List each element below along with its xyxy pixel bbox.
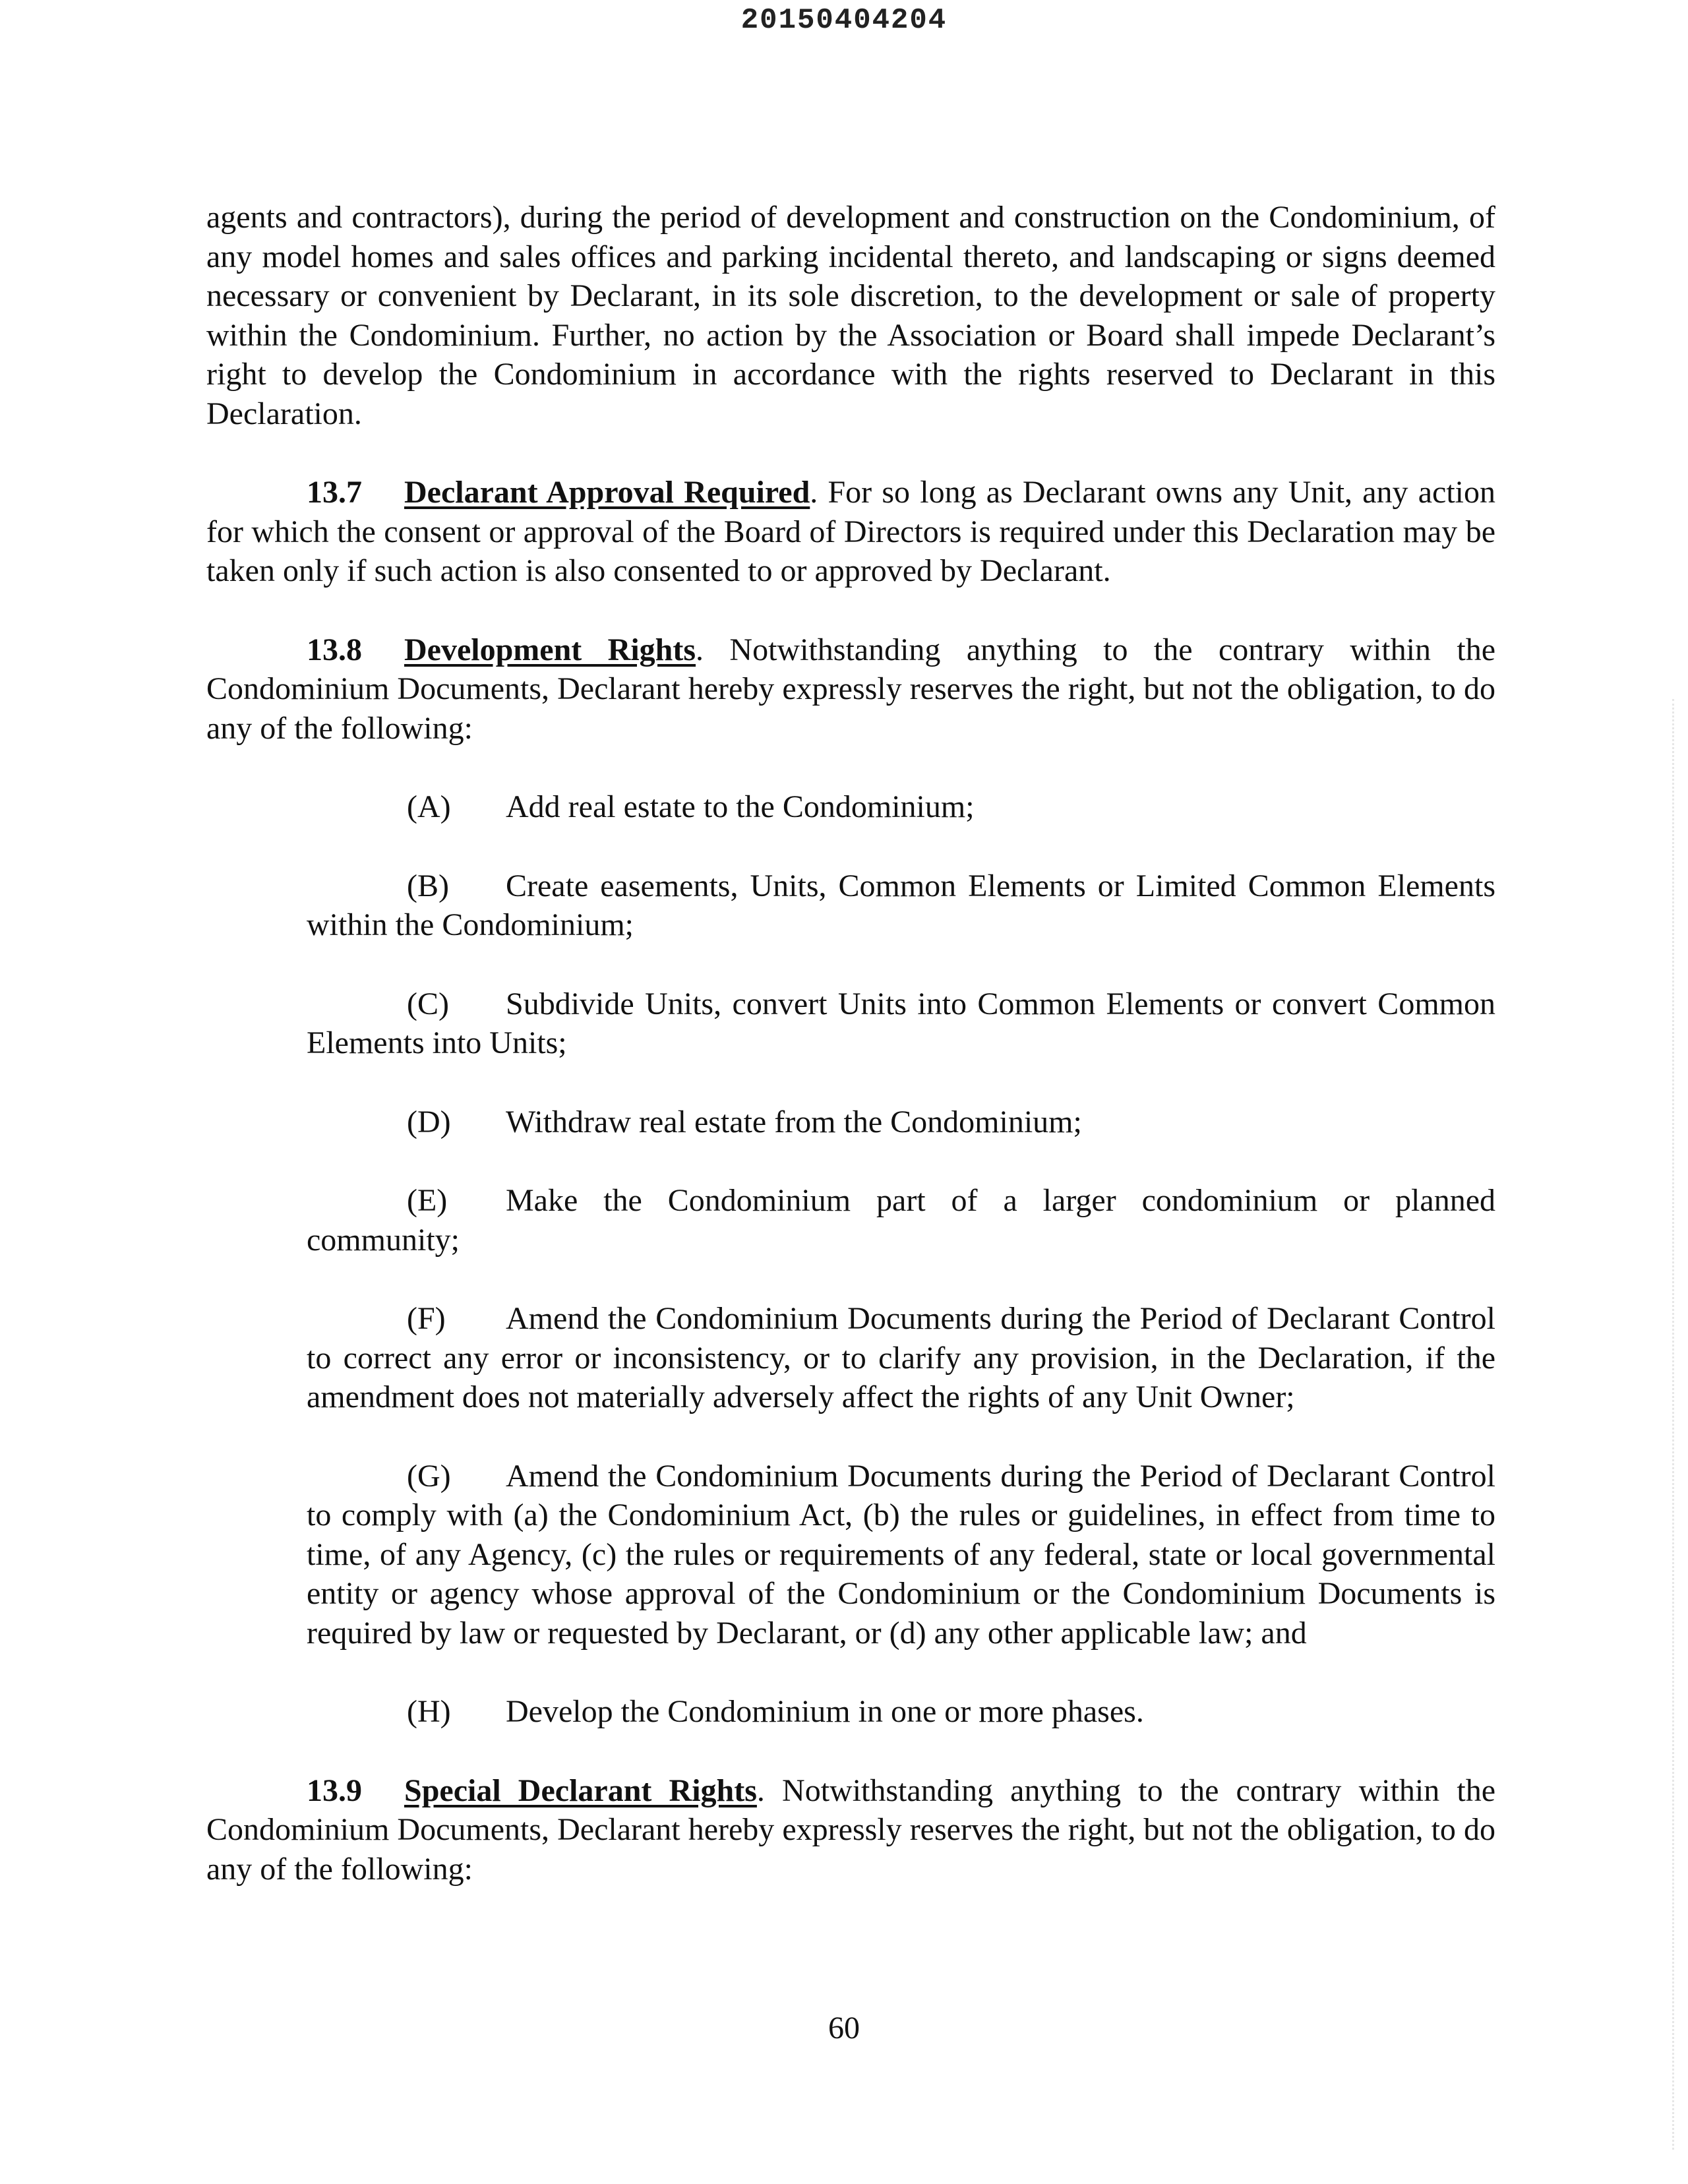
section-title: Special Declarant Rights: [404, 1773, 757, 1808]
item-label: (D): [407, 1104, 451, 1139]
section-title: Declarant Approval Required: [404, 475, 810, 510]
section-body: . For so long as Declarant owns any Unit, any action for which the consent or approval of the Board of Directors is required under this Declaration may be taken only if such action is also consented to or approved by Declarant.: [206, 475, 1495, 588]
section-body: . Notwithstanding anything to the contrary within the Condominium Documents, Declarant hereby expressly reserves the right, but not the obligation, to do any of the following:: [206, 1773, 1496, 1887]
section-title: Development Rights: [404, 632, 696, 667]
list-item-f: [307, 1299, 1495, 1417]
section-number: 13.7: [307, 475, 362, 510]
list-item-a: [307, 787, 1495, 827]
item-label: (E): [407, 1183, 448, 1218]
section-body: . Notwithstanding anything to the contrary within the Condominium Documents, Declarant hereby expressly reserves the right, but not the obligation, to do any of the following:: [206, 632, 1495, 746]
section-number: 13.9: [307, 1773, 362, 1808]
page-body: [206, 198, 1495, 1889]
item-text: Withdraw real estate from the Condominium;: [506, 1104, 1082, 1139]
item-label: (H): [407, 1694, 451, 1729]
list-item-e: [307, 1181, 1495, 1259]
item-label: (B): [407, 868, 449, 903]
item-label: (C): [407, 986, 449, 1021]
item-text: Make the Condominium part of a larger condominium or planned community;: [307, 1183, 1495, 1258]
section-13-9: [206, 1771, 1495, 1889]
list-item-c: [307, 985, 1495, 1063]
section-13-8: [206, 630, 1495, 748]
list-item-d: [307, 1103, 1495, 1142]
continuation-paragraph: agents and contractors), during the period of development and construction on the Condominium, of any model homes and sales offices and parking incidental thereto, and landscaping or signs deemed necessary or convenient by Declarant, in its sole discretion, to the development or sale of property within the Condominium. Further, no action by the Association or Board shall impede Declarant’s right to develop the Condominium in accordance with the rights reserved to Declarant in this Declaration.: [206, 200, 1495, 431]
section-13-7: [206, 473, 1495, 591]
list-item-b: [307, 866, 1495, 945]
scan-margin-specks: [1672, 699, 1678, 2150]
item-text: Create easements, Units, Common Elements or Limited Common Elements within the Condominium;: [307, 868, 1495, 942]
item-label: (A): [407, 789, 451, 824]
item-text: Amend the Condominium Documents during the Period of Declarant Control to comply with (a) the Condominium Act, (b) the rules or guidelines, in effect from time to time, of any Agency, (c) the rules or requirements of any federal, state or local governmental entity or agency whose approval of the Condominium or the Condominium Documents is required by law or requested by Declarant, or (d) any other applicable law; and: [307, 1458, 1495, 1651]
item-text: Develop the Condominium in one or more phases.: [506, 1694, 1144, 1729]
list-item-h: [307, 1692, 1495, 1732]
item-label: (F): [407, 1301, 446, 1336]
item-text: Amend the Condominium Documents during the Period of Declarant Control to correct any error or inconsistency, or to clarify any provision, in the Declaration, if the amendment does not materially adversely affect the rights of any Unit Owner;: [307, 1301, 1495, 1414]
item-text: Add real estate to the Condominium;: [506, 789, 975, 824]
section-number: 13.8: [307, 632, 362, 667]
item-label: (G): [407, 1458, 451, 1494]
item-text: Subdivide Units, convert Units into Common Elements or convert Common Elements into Units;: [307, 986, 1495, 1060]
page-number: 60: [828, 2011, 860, 2046]
document-number: 20150404204: [740, 4, 948, 37]
list-item-g: [307, 1457, 1495, 1653]
